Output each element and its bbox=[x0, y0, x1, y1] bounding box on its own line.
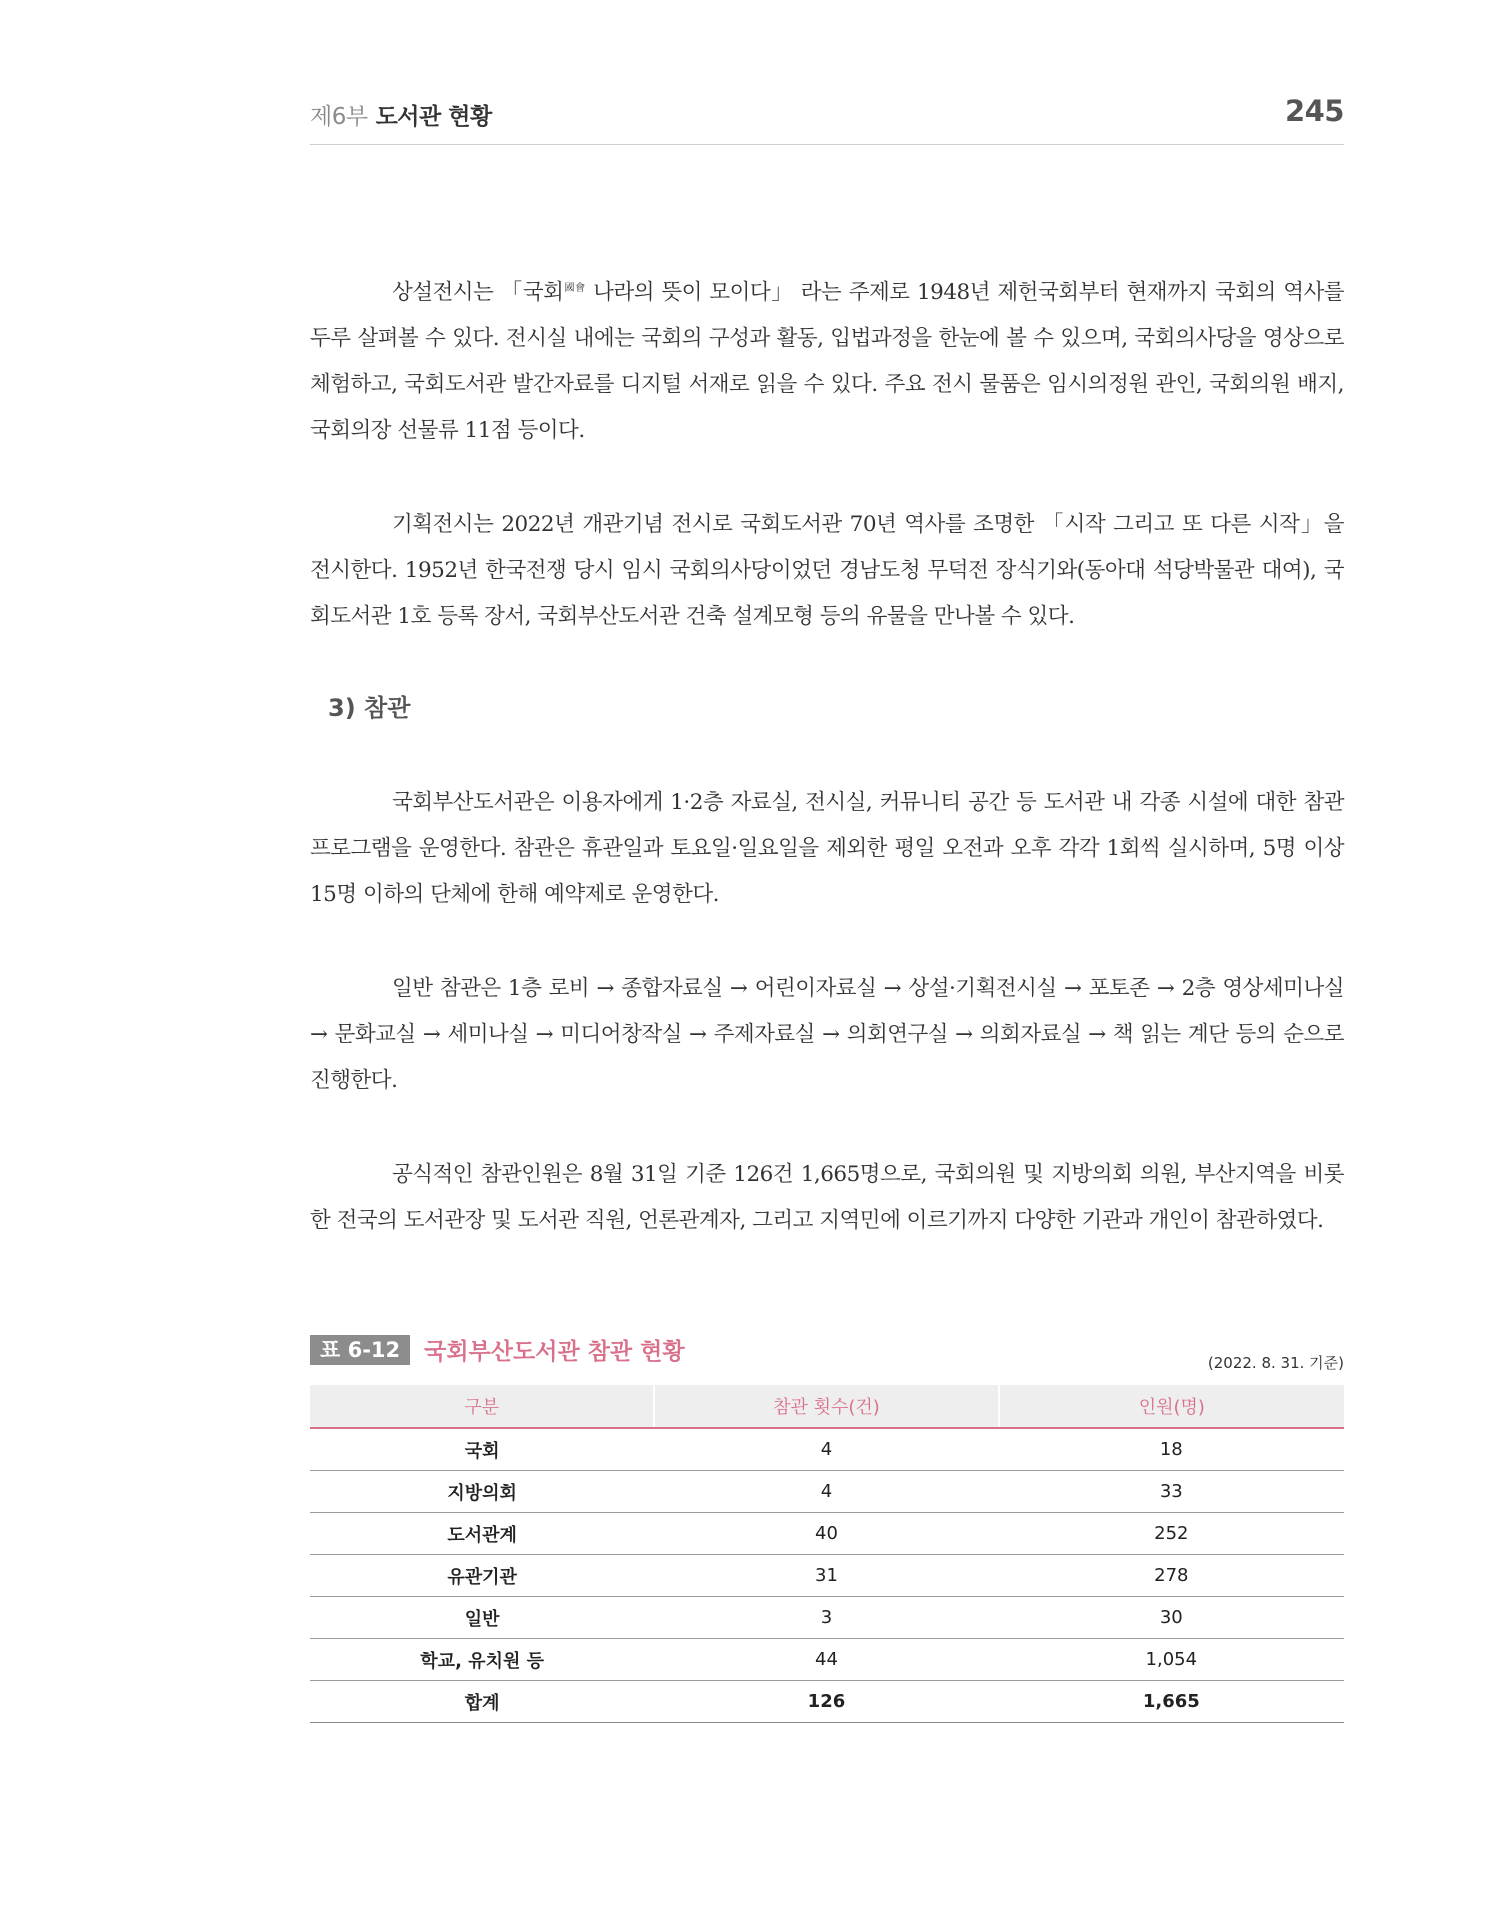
column-header-people: 인원(명) bbox=[999, 1385, 1344, 1428]
table-caption bbox=[310, 1333, 685, 1363]
paragraph-text: 상설전시는 「국회 bbox=[392, 280, 564, 305]
table-date-note: (2022. 8. 31. 기준) bbox=[1207, 1354, 1344, 1372]
row-count: 4 bbox=[654, 1471, 998, 1513]
header-part: 제6부 bbox=[310, 104, 368, 130]
table-header-row bbox=[310, 1385, 1344, 1428]
row-people: 33 bbox=[999, 1471, 1344, 1513]
page-number: 245 bbox=[1284, 94, 1344, 128]
paragraph-visitor-count: 공식적인 참관인원은 8월 31일 기준 126건 1,665명으로, 국회의원 및 지방의회 의원, 부산지역을 비롯한 전국의 도서관장 및 도서관 직원, 언론관계자, 그리고 지역민에 이르기까지 다양한 기관과 개인이 참관하였다. bbox=[310, 1162, 1344, 1233]
paragraph-permanent-exhibition bbox=[310, 270, 1344, 454]
total-people: 1,665 bbox=[999, 1681, 1344, 1723]
table-row bbox=[310, 1597, 1344, 1639]
row-people: 18 bbox=[999, 1428, 1344, 1471]
total-count: 126 bbox=[654, 1681, 998, 1723]
row-category: 유관기관 bbox=[310, 1555, 654, 1597]
row-category: 학교, 유치원 등 bbox=[310, 1639, 654, 1681]
row-count: 44 bbox=[654, 1639, 998, 1681]
table-row bbox=[310, 1639, 1344, 1681]
column-header-count: 참관 횟수(건) bbox=[654, 1385, 998, 1428]
section-heading: 3) 참관 bbox=[328, 694, 411, 722]
table-row bbox=[310, 1555, 1344, 1597]
table-label: 표 6-12 bbox=[310, 1335, 410, 1365]
row-count: 40 bbox=[654, 1513, 998, 1555]
header-title: 도서관 현황 bbox=[375, 104, 492, 130]
row-category: 지방의회 bbox=[310, 1471, 654, 1513]
column-header-category: 구분 bbox=[310, 1385, 654, 1428]
row-category: 도서관계 bbox=[310, 1513, 654, 1555]
row-category: 국회 bbox=[310, 1428, 654, 1471]
table-row bbox=[310, 1428, 1344, 1471]
paragraph-text: 나라의 뜻이 모이다」 라는 주제로 1948년 제헌국회부터 현재까지 국회의 역사를 두루 살펴볼 수 있다. 전시실 내에는 국회의 구성과 활동, 입법과정을 한눈에 볼 수 있으며, 국회의사당을 영상으로 체험하고, 국회도서관 발간자료를 디지털 서재로 읽을 수 있다. 주요 전시 물품은 임시의정원 관인, 국회의원 배지, 국회의장 선물류 11점 등이다. bbox=[310, 280, 1345, 443]
paragraph-tour-program: 국회부산도서관은 이용자에게 1·2층 자료실, 전시실, 커뮤니티 공간 등 도서관 내 각종 시설에 대한 참관 프로그램을 운영한다. 참관은 휴관일과 토요일·일요일을 제외한 평일 오전과 오후 각각 1회씩 실시하며, 5명 이상 15명 이하의 단체에 한해 예약제로 운영한다. bbox=[310, 790, 1344, 907]
row-people: 30 bbox=[999, 1597, 1344, 1639]
table-row bbox=[310, 1513, 1344, 1555]
row-people: 1,054 bbox=[999, 1639, 1344, 1681]
row-count: 4 bbox=[654, 1428, 998, 1471]
table-title: 국회부산도서관 참관 현황 bbox=[424, 1339, 685, 1365]
hanja-superscript: 國會 bbox=[563, 282, 586, 294]
running-header bbox=[310, 96, 1344, 145]
row-people: 252 bbox=[999, 1513, 1344, 1555]
total-category: 합계 bbox=[310, 1681, 654, 1723]
header-left bbox=[310, 98, 492, 131]
row-count: 31 bbox=[654, 1555, 998, 1597]
table-row bbox=[310, 1471, 1344, 1513]
row-category: 일반 bbox=[310, 1597, 654, 1639]
paragraph-special-exhibition: 기획전시는 2022년 개관기념 전시로 국회도서관 70년 역사를 조명한 「시작 그리고 또 다른 시작」을 전시한다. 1952년 한국전쟁 당시 임시 국회의사당이었던 경남도청 무덕전 장식기와(동아대 석당박물관 대여), 국회도서관 1호 등록 장서, 국회부산도서관 건축 설계모형 등의 유물을 만나볼 수 있다. bbox=[310, 512, 1344, 629]
table-total-row bbox=[310, 1681, 1344, 1723]
paragraph-tour-route: 일반 참관은 1층 로비 → 종합자료실 → 어린이자료실 → 상설·기획전시실 → 포토존 → 2층 영상세미나실 → 문화교실 → 세미나실 → 미디어창작실 → 주제자료실 → 의회연구실 → 의회자료실 → 책 읽는 계단 등의 순으로 진행한다. bbox=[310, 976, 1344, 1093]
row-count: 3 bbox=[654, 1597, 998, 1639]
visit-stats-table bbox=[310, 1385, 1344, 1723]
row-people: 278 bbox=[999, 1555, 1344, 1597]
